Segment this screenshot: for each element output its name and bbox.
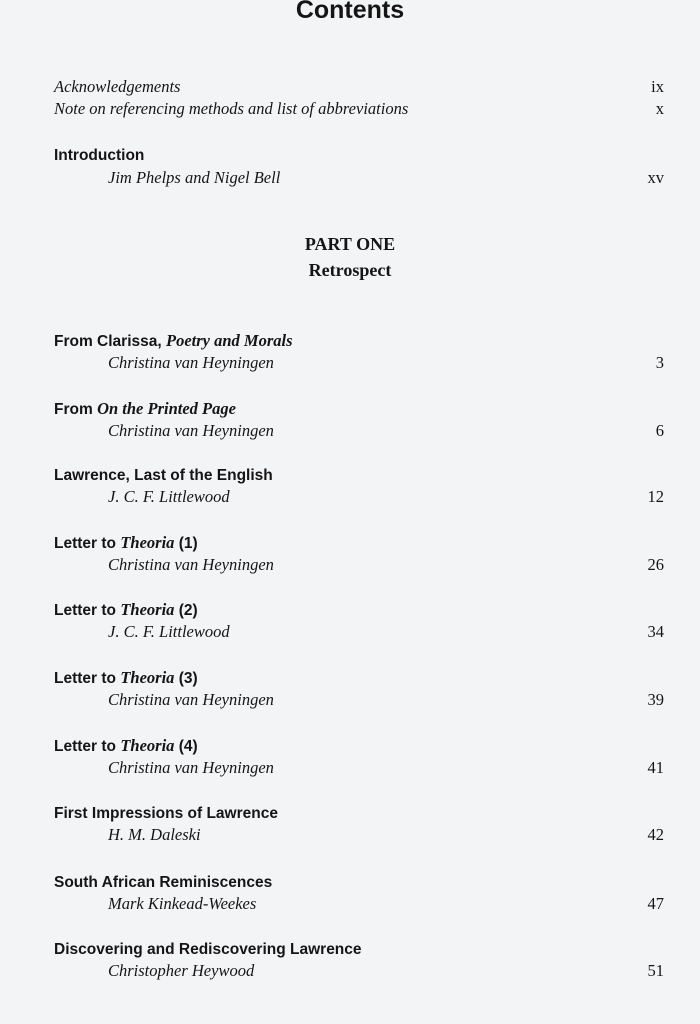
toc-entry[interactable] — [54, 735, 664, 779]
entry-page-number: 39 — [647, 690, 664, 709]
entry-title: Acknowledgements — [54, 77, 181, 96]
entry-title: Letter to Theoria (4) — [54, 736, 198, 755]
entry-author: Christina van Heyningen — [108, 690, 274, 709]
entry-page-number: 47 — [647, 894, 664, 913]
toc-entry-referencing-note[interactable] — [54, 98, 664, 120]
entry-title: Note on referencing methods and list of abbreviations — [54, 99, 409, 118]
entry-title: From Clarissa, Poetry and Morals — [54, 331, 293, 350]
entry-page-number: 3 — [655, 353, 664, 372]
entry-author: Christina van Heyningen — [108, 555, 274, 574]
entry-title: From On the Printed Page — [54, 399, 236, 418]
entry-title: Letter to Theoria (2) — [54, 600, 198, 619]
entry-author: Christina van Heyningen — [108, 421, 274, 440]
entry-author: Christina van Heyningen — [108, 353, 274, 372]
part-name: Retrospect — [308, 260, 392, 280]
entry-page-number: 41 — [647, 758, 664, 777]
entry-title: Letter to Theoria (1) — [54, 533, 198, 552]
toc-entry[interactable] — [54, 330, 664, 374]
entry-author: J. C. F. Littlewood — [108, 622, 230, 641]
toc-entry[interactable] — [54, 599, 664, 643]
entry-title: First Impressions of Lawrence — [54, 805, 278, 822]
entry-page-number: ix — [651, 77, 664, 96]
toc-entry[interactable] — [54, 871, 664, 915]
toc-entry-acknowledgements[interactable] — [54, 76, 664, 98]
toc-entry[interactable] — [54, 532, 664, 576]
entry-page-number: xv — [647, 168, 664, 187]
entry-page-number: 51 — [647, 961, 664, 980]
entry-author: Christopher Heywood — [108, 961, 255, 980]
toc-entry[interactable] — [54, 398, 664, 442]
entry-author: Christina van Heyningen — [108, 758, 274, 777]
toc-entry[interactable] — [54, 938, 664, 982]
entry-page-number: 26 — [647, 555, 664, 574]
entry-author: H. M. Daleski — [108, 825, 201, 844]
toc-entry[interactable] — [54, 464, 664, 508]
entry-author: J. C. F. Littlewood — [108, 487, 230, 506]
toc-entry-introduction[interactable] — [54, 145, 664, 189]
entry-page-number: x — [655, 99, 664, 118]
part-number: PART ONE — [304, 234, 396, 254]
page-title: Contents — [295, 0, 405, 24]
toc-entry[interactable] — [54, 667, 664, 711]
entry-title: Discovering and Rediscovering Lawrence — [54, 941, 362, 958]
entry-page-number: 42 — [647, 825, 664, 844]
entry-title: Lawrence, Last of the English — [54, 467, 273, 484]
entry-page-number: 6 — [655, 421, 664, 440]
entry-title: Introduction — [54, 147, 145, 164]
entry-page-number: 34 — [647, 622, 664, 641]
toc-entry[interactable] — [54, 802, 664, 846]
entry-author: Mark Kinkead-Weekes — [108, 894, 257, 913]
entry-page-number: 12 — [647, 487, 664, 506]
entry-author: Jim Phelps and Nigel Bell — [108, 168, 281, 187]
entry-title: Letter to Theoria (3) — [54, 668, 198, 687]
entry-title: South African Reminiscences — [54, 874, 273, 891]
